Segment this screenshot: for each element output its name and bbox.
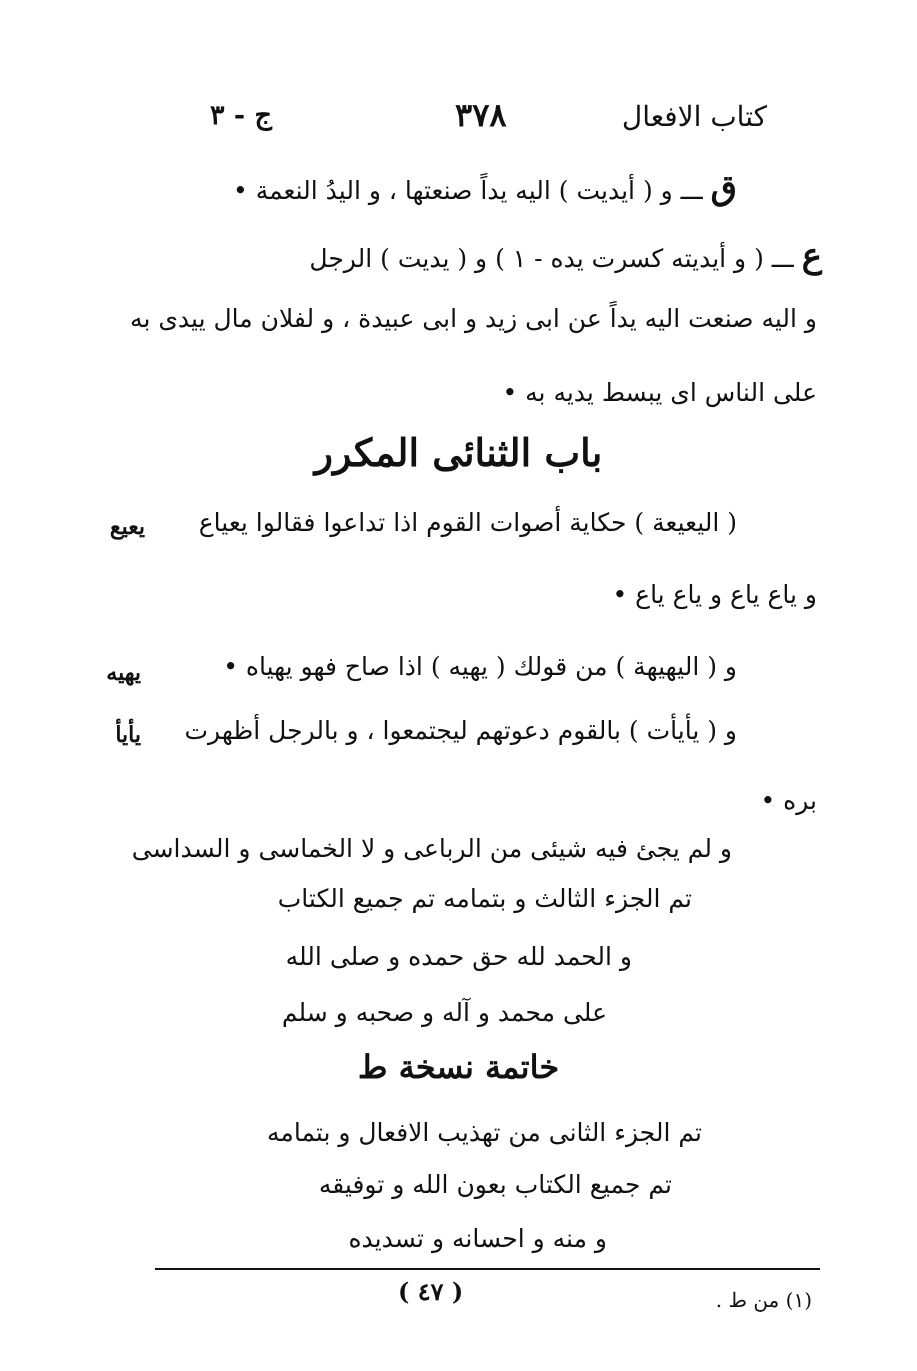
book-title: كتاب الافعال	[621, 100, 767, 133]
ain-text: ـــ ( و أيديته كسرت يده - ١ ) و ( يديت ) الرجل	[309, 244, 794, 273]
closing-line-2: تم الجزء الثالث و بتمامه تم جميع الكتاب	[277, 884, 692, 913]
ain-letter: ع	[801, 236, 822, 276]
entry-yaia: ( اليعيعة ) حكاية أصوات القوم اذا تداعوا فقالوا يعياع	[198, 508, 737, 537]
margin-word-yahyah: يهيه	[106, 660, 141, 686]
closing-line-4: على محمد و آله و صحبه و سلم	[281, 998, 607, 1027]
closing-line-1: و لم يجئ فيه شيئى من الرباعى و لا الخماسى و السداسى	[131, 834, 732, 863]
colophon-line-3: و منه و احسانه و تسديده	[348, 1224, 607, 1253]
entry-yaya: و ( يأيأت ) بالقوم دعوتهم ليجتمعوا ، و بالرجل أظهرت	[184, 716, 737, 745]
section-heading: باب الثنائى المكرر	[314, 430, 603, 475]
qaf-letter: ق	[710, 168, 737, 208]
signature-mark: ( ٤٧ )	[398, 1277, 464, 1306]
qaf-line	[233, 168, 737, 209]
footnote: (١) من ط .	[715, 1288, 812, 1312]
ain-line	[309, 236, 822, 277]
page-number: ٣٧٨	[455, 96, 507, 134]
entry-yaya-continued: بره •	[760, 786, 817, 815]
qaf-text: ـــ و ( أيديت ) اليه يداً صنعتها ، و اليدُ النعمة •	[233, 176, 703, 205]
colophon-line-2: تم جميع الكتاب بعون الله و توفيقه	[318, 1170, 672, 1199]
entry-yaia-continued: و ياع ياع و ياع ياع •	[612, 580, 817, 609]
margin-word-yaia: يعيع	[109, 514, 145, 540]
footer-rule	[155, 1268, 820, 1270]
volume-label: ج - ٣	[210, 100, 272, 131]
closing-line-3: و الحمد لله حق حمده و صلى الله	[285, 942, 632, 971]
colophon-heading: خاتمة نسخة ط	[357, 1048, 560, 1086]
body-line-4: على الناس اى يبسط يديه به •	[502, 378, 817, 407]
margin-word-yaya: يأيأ	[115, 722, 141, 748]
colophon-line-1: تم الجزء الثانى من تهذيب الافعال و بتمامه	[267, 1118, 702, 1147]
entry-yahyah: و ( اليهيهة ) من قولك ( يهيه ) اذا صاح فهو يهياه •	[223, 652, 737, 681]
body-line-3: و اليه صنعت اليه يداً عن ابى زيد و ابى عبيدة ، و لفلان مال ييدى به	[130, 304, 817, 333]
